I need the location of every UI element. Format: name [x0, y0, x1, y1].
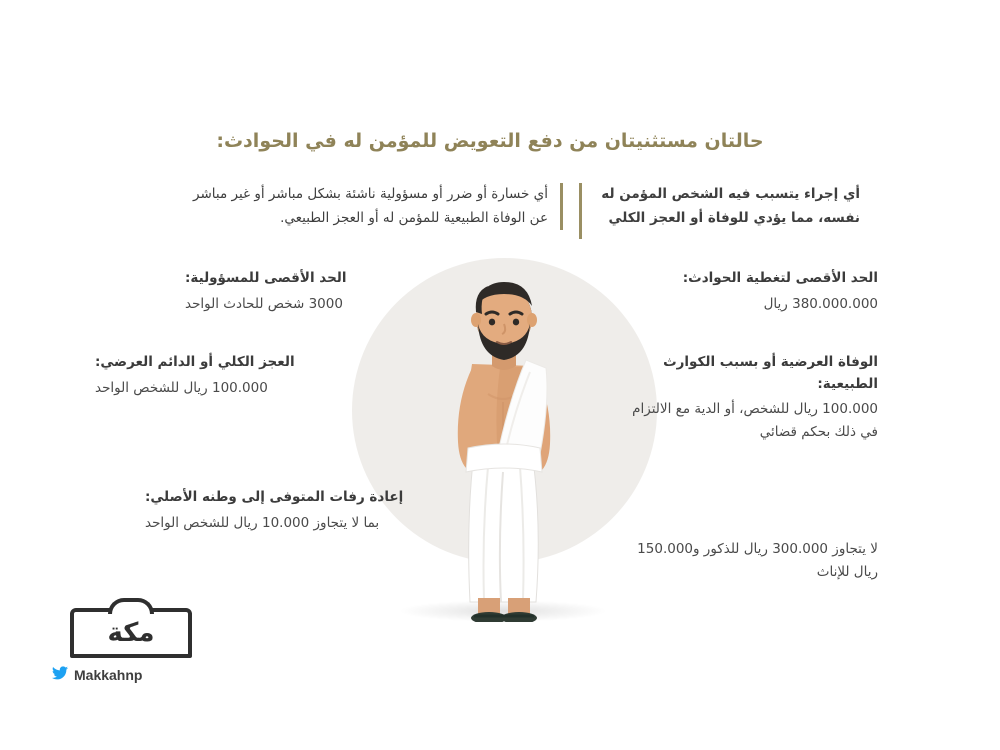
info-block-total-disability [95, 352, 435, 400]
info-block-value: بما لا يتجاوز 10.000 ريال للشخص الواحد [145, 514, 380, 531]
info-block-value: 100.000 ريال للشخص، أو الدية مع الالتزام في ذلك بحكم قضائي [632, 401, 878, 441]
info-block-value: لا يتجاوز 300.000 ريال للذكور و150.000 ريال للإناث [637, 541, 878, 580]
social-handle [52, 666, 192, 683]
page-title: حالتان مستثنيتان من دفع التعويض للمؤمن له في الحوادث: [216, 130, 764, 152]
info-block-value: 380.000.000 ريال [763, 295, 878, 312]
intro-text-left: أي إجراء يتسبب فيه الشخص المؤمن له نفسه، مما يؤدي للوفاة أو العجز الكلي [601, 186, 860, 226]
info-block-accidental-death [618, 352, 878, 444]
info-block-heading: العجز الكلي أو الدائم العرضي: [95, 354, 295, 370]
info-block-max-liability [185, 268, 435, 316]
info-block-gender-limits [618, 535, 878, 584]
info-block-heading: الوفاة العرضية أو بسبب الكوارث الطبيعية: [663, 354, 878, 392]
info-block-value: 100.000 ريال للشخص الواحد [95, 379, 268, 396]
info-block-repatriation [145, 487, 435, 535]
info-block-heading: الحد الأقصى لتغطية الحوادث: [682, 270, 878, 286]
intro-text-right: أي خسارة أو ضرر أو مسؤولية ناشئة بشكل مباشر أو غير مباشر عن الوفاة الطبيعية للمؤمن له أو العجز الطبيعي. [193, 183, 563, 230]
info-block-heading: الحد الأقصى للمسؤولية: [185, 270, 347, 286]
info-block-value: 3000 شخص للحادث الواحد [185, 295, 343, 312]
twitter-bird-icon [52, 666, 68, 683]
intro-divider [579, 183, 582, 239]
logo-mark [70, 608, 192, 658]
logo-mark-text: مكة [107, 618, 155, 648]
makkah-logo [52, 608, 192, 686]
info-block-max-accident-coverage [618, 268, 878, 316]
handle-text: Makkahnp [74, 666, 143, 683]
pilgrim-illustration [404, 272, 604, 622]
info-block-heading: إعادة رفات المتوفى إلى وطنه الأصلي: [145, 489, 404, 505]
